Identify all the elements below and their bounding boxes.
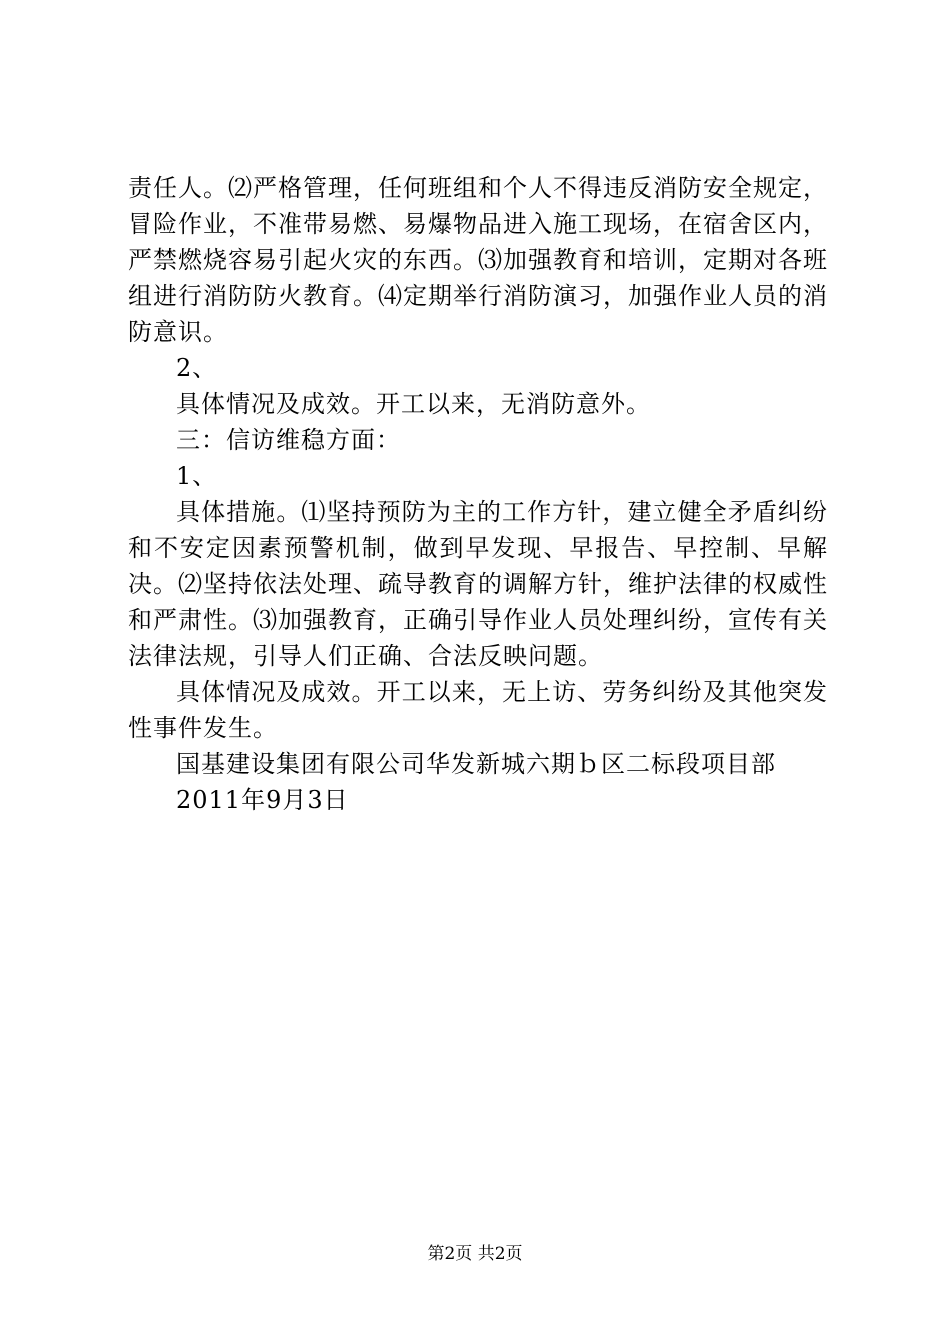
section-heading-petition-stability: 三：信访维稳方面：: [176, 426, 401, 454]
paragraph-petition-results: 具体情况及成效。开工以来，无上访、劳务纠纷及其他突发性事件发生。: [128, 678, 828, 742]
paragraph-fire-measures-continued: 责任人。⑵严格管理，任何班组和个人不得违反消防安全规定，冒险作业，不准带易燃、易爆物品进入施工现场，在宿舍区内，严禁燃烧容易引起火灾的东西。⑶加强教育和培训，定期对各班组进行消防防火教育。⑷定期举行消防演习，加强作业人员的消防意识。: [128, 174, 828, 346]
page-number-footer: 第2页 共2页: [427, 1244, 523, 1264]
paragraph-petition-measures: 具体措施。⑴坚持预防为主的工作方针，建立健全矛盾纠纷和不安定因素预警机制，做到早发现、早报告、早控制、早解决。⑵坚持依法处理、疏导教育的调解方针，维护法律的权威性和严肃性。⑶加强教育，正确引导作业人员处理纠纷，宣传有关法律法规，引导人们正确、合法反映问题。: [128, 498, 828, 670]
signature-organization: 国基建设集团有限公司华发新城六期ｂ区二标段项目部: [176, 750, 776, 778]
item-number-2: 2、: [176, 354, 218, 382]
signature-date: 2011年9月3日: [176, 786, 349, 814]
document-body: [128, 170, 828, 818]
paragraph-fire-results: 具体情况及成效。开工以来，无消防意外。: [176, 390, 651, 418]
item-number-1: 1、: [176, 462, 218, 490]
